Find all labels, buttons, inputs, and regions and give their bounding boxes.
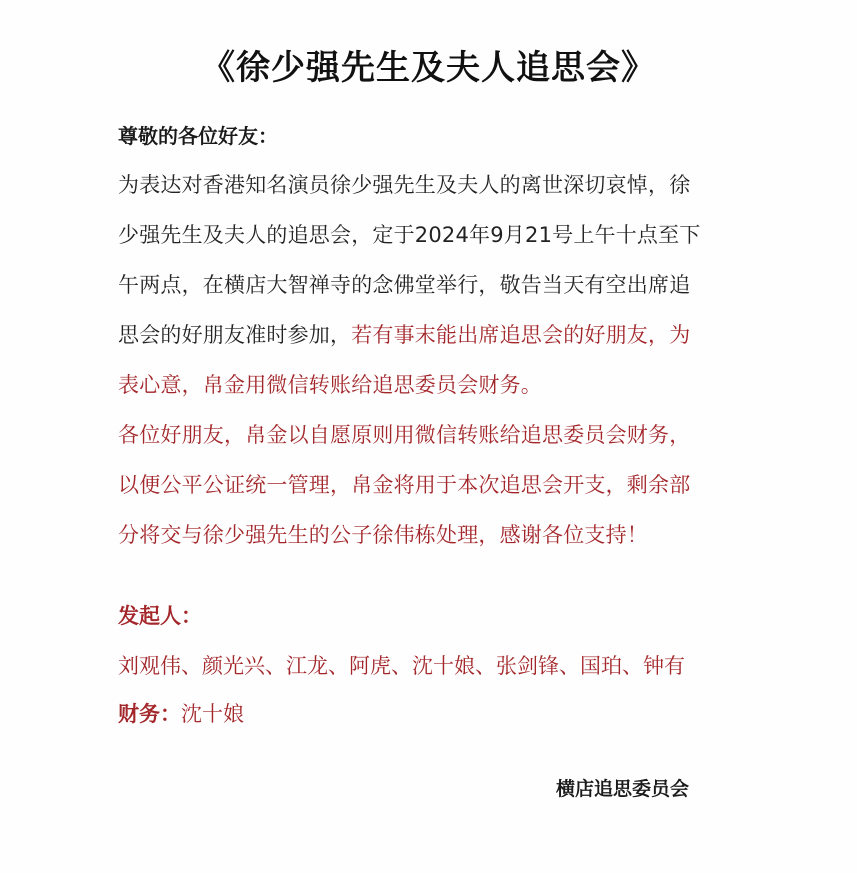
body-line-1: 为表达对香港知名演员徐少强先生及夫人的离世深切哀悼，徐 <box>118 173 691 197</box>
initiators-list: 刘观伟、颜光兴、江龙、阿虎、沈十娘、张剑锋、国珀、钟有 <box>118 654 685 678</box>
notice-title: 《徐少强先生及夫人追思会》 <box>201 48 656 88</box>
body-line-5: 表心意，帛金用微信转账给追思委员会财务。 <box>118 373 542 397</box>
body-line-3: 午两点，在横店大智禅寺的念佛堂举行，敬告当天有空出席追 <box>118 273 691 297</box>
body-line-2: 少强先生及夫人的追思会，定于2024年9月21号上午十点至下 <box>118 223 701 247</box>
body-line-4 <box>118 310 738 360</box>
body-line-6: 各位好朋友，帛金以自愿原则用微信转账给追思委员会财务， <box>118 423 691 447</box>
finance-line <box>118 698 244 728</box>
body-line-4-red: 若有事末能出席追思会的好朋友，为 <box>351 323 691 347</box>
body-line-7: 以便公平公证统一管理，帛金将用于本次追思会开支，剩余部 <box>118 473 691 497</box>
body-line-8: 分将交与徐少强先生的公子徐伟栋处理，感谢各位支持！ <box>118 523 648 547</box>
finance-value: 沈十娘 <box>181 702 244 726</box>
initiators-label: 发起人： <box>118 604 202 628</box>
notice-body <box>118 160 738 560</box>
body-line-4-black: 思会的好朋友准时参加， <box>118 323 352 347</box>
finance-label: 财务： <box>118 702 181 726</box>
salutation: 尊敬的各位好友： <box>118 124 278 148</box>
signature: 横店追思委员会 <box>556 778 690 800</box>
